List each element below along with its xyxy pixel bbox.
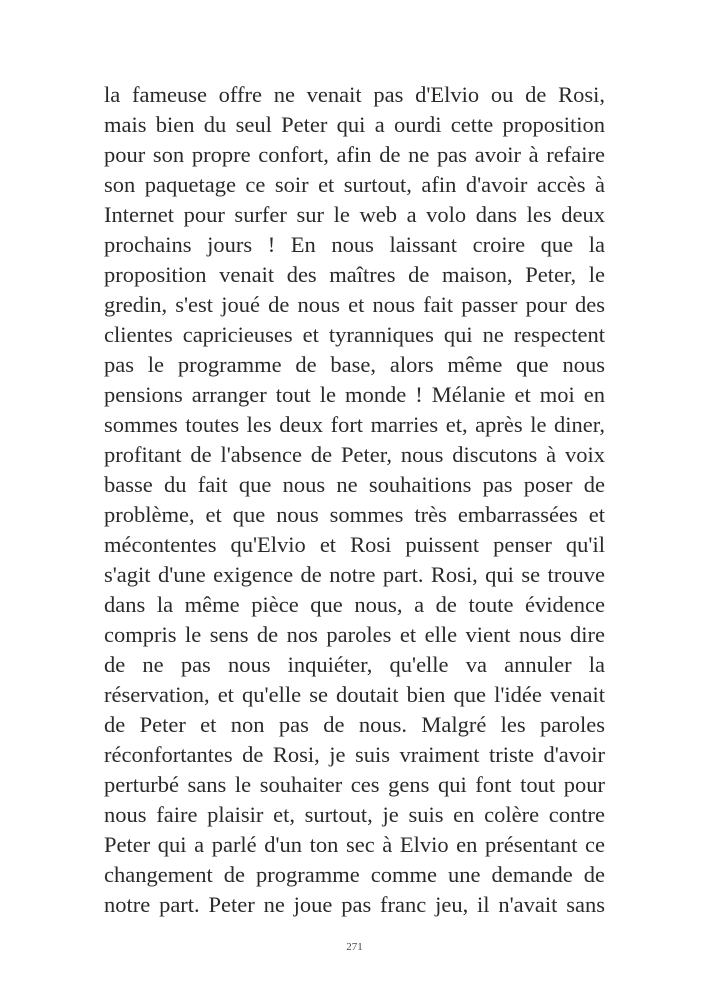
text-line: la fameuse offre ne venait pas d'Elvio ou de Rosi, [104,82,605,107]
text-line: clientes capricieuses et tyranniques qui ne respectent [104,322,605,347]
text-line: gredin, s'est joué de nous et nous fait passer pour des [104,292,605,317]
text-line: notre part. Peter ne joue pas franc jeu, il n'avait sans [104,892,605,917]
text-line: changement de programme comme une demande de [104,862,605,887]
text-line: mais bien du seul Peter qui a ourdi cette proposition [104,112,605,137]
body-text [104,80,605,920]
text-line: pensions arranger tout le monde ! Mélanie et moi en [104,382,605,407]
text-line: mécontentes qu'Elvio et Rosi puissent penser qu'il [104,532,605,557]
text-line: prochains jours ! En nous laissant croire que la [104,232,605,257]
text-line: basse du fait que nous ne souhaitions pas poser de [104,472,605,497]
text-line: nous faire plaisir et, surtout, je suis en colère contre [104,802,605,827]
text-line: compris le sens de nos paroles et elle vient nous dire [104,622,605,647]
text-line: pas le programme de base, alors même que nous [104,352,605,377]
text-line: Internet pour surfer sur le web a volo dans les deux [104,202,605,227]
text-line: son paquetage ce soir et surtout, afin d'avoir accès à [104,172,605,197]
text-line: s'agit d'une exigence de notre part. Rosi, qui se trouve [104,562,605,587]
text-line: pour son propre confort, afin de ne pas avoir à refaire [104,142,605,167]
text-line: de ne pas nous inquiéter, qu'elle va annuler la [104,652,605,677]
text-line: réservation, et qu'elle se doutait bien que l'idée venait [104,682,605,707]
text-line: perturbé sans le souhaiter ces gens qui font tout pour [104,772,605,797]
text-line: de Peter et non pas de nous. Malgré les paroles [104,712,605,737]
text-line: réconfortantes de Rosi, je suis vraiment triste d'avoir [104,742,605,767]
page-number: 271 [346,941,363,953]
text-line: dans la même pièce que nous, a de toute évidence [104,592,605,617]
text-line: sommes toutes les deux fort marries et, après le diner, [104,412,605,437]
text-line: Peter qui a parlé d'un ton sec à Elvio en présentant ce [104,832,605,857]
text-line: problème, et que nous sommes très embarrassées et [104,502,605,527]
text-line: proposition venait des maîtres de maison, Peter, le [104,262,605,287]
text-line: profitant de l'absence de Peter, nous discutons à voix [104,442,605,467]
